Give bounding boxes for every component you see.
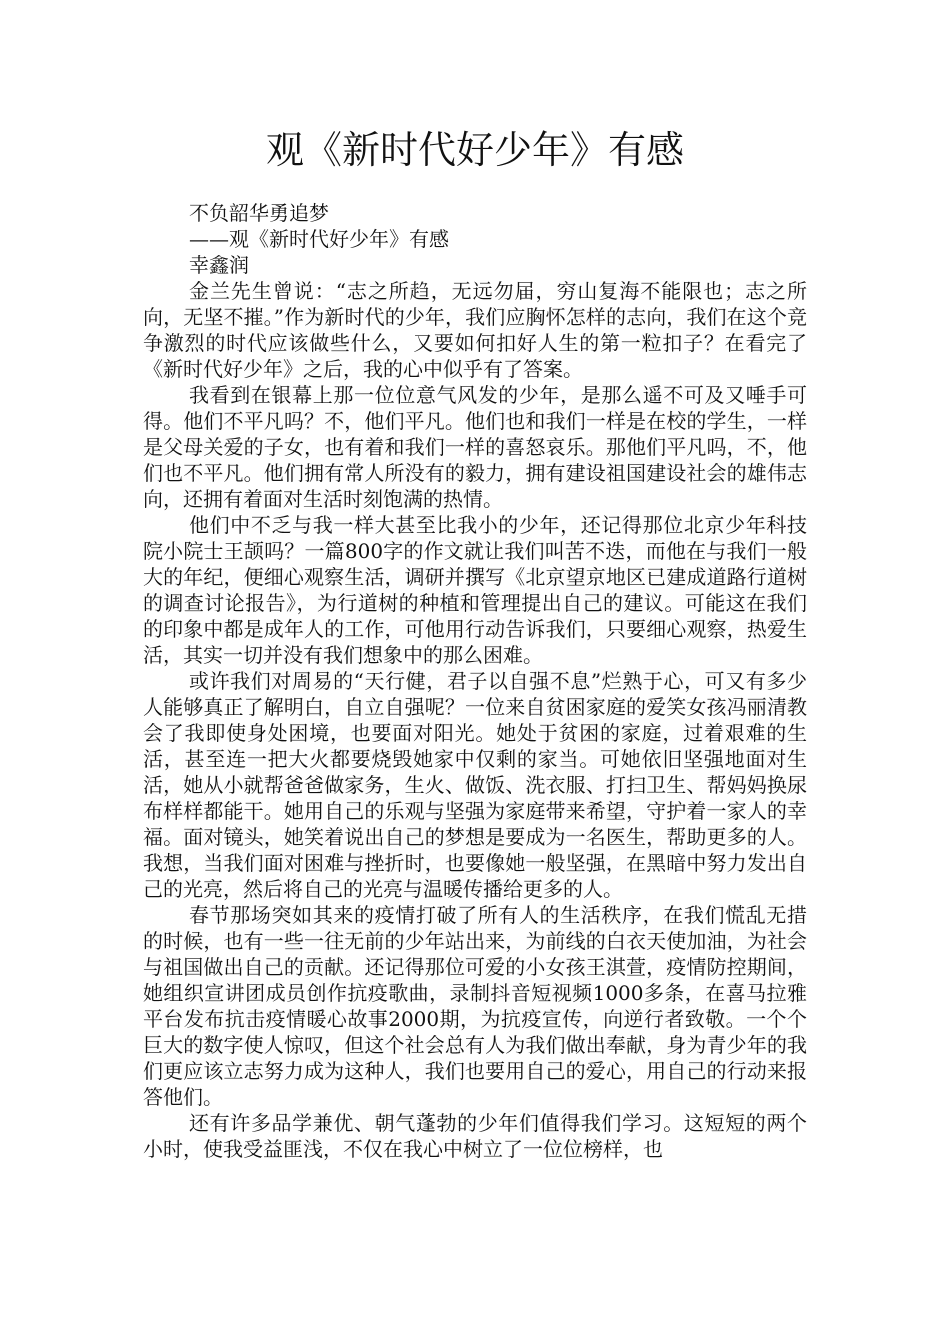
paragraph: 或许我们对周易的“天行健，君子以自强不息”烂熟于心，可又有多少人能够真正了解明白，自立自强呢？一位来自贫困家庭的爱笑女孩冯丽清教会了我即使身处困境，也要面对阳光。她处于贫困的家庭，过着艰难的生活，甚至连一把大火都要烧毁她家中仅剩的家当。可她依旧坚强地面对生活，她从小就帮爸爸做家务，生火、做饭、洗衣服、打扫卫生、帮妈妈换尿布样样都能干。她用自己的乐观与坚强为家庭带来希望，守护着一家人的幸福。面对镜头，她笑着说出自己的梦想是要成为一名医生，帮助更多的人。我想，当我们面对困难与挫折时，也要像她一般坚强，在黑暗中努力发出自己的光亮，然后将自己的光亮与温暖传播给更多的人。 [143, 669, 807, 901]
essay-author: 幸鑫润 [189, 253, 249, 277]
paragraph: 还有许多品学兼优、朝气蓬勃的少年们值得我们学习。这短短的两个小时，使我受益匪浅，不仅在我心中树立了一位位榜样，也 [143, 1111, 807, 1161]
paragraph: 我看到在银幕上那一位位意气风发的少年，是那么遥不可及又唾手可得。他们不平凡吗？不，他们平凡。他们也和我们一样是在校的学生，一样是父母关爱的子女，也有着和我们一样的喜怒哀乐。那他们平凡吗，不，他们也不平凡。他们拥有常人所没有的毅力，拥有建设祖国建设社会的雄伟志向，还拥有着面对生活时刻饱满的热情。 [143, 383, 807, 511]
paragraph: 金兰先生曾说：“志之所趋，无远勿届，穷山复海不能限也；志之所向，无坚不摧。”作为新时代的少年，我们应胸怀怎样的志向，我们在这个竞争激烈的时代应该做些什么，又要如何扣好人生的第一粒扣子？在看完了《新时代好少年》之后，我的心中似乎有了答案。 [143, 279, 807, 381]
document-title: 观《新时代好少年》有感 [265, 128, 684, 172]
paragraph: 他们中不乏与我一样大甚至比我小的少年，还记得那位北京少年科技院小院士王颉吗？一篇800字的作文就让我们叫苦不迭，而他在与我们一般大的年纪，便细心观察生活，调研并撰写《北京望京地区已建成道路行道树的调查讨论报告》，为行道树的种植和管理提出自己的建议。可能这在我们的印象中都是成年人的工作，可他用行动告诉我们，只要细心观察，热爱生活，其实一切并没有我们想象中的那么困难。 [143, 513, 807, 667]
essay-subtitle: ——观《新时代好少年》有感 [189, 227, 449, 251]
document-body [143, 200, 807, 1162]
paragraph: 春节那场突如其来的疫情打破了所有人的生活秩序，在我们慌乱无措的时候，也有一些一往无前的少年站出来，为前线的白衣天使加油，为社会与祖国做出自己的贡献。还记得那位可爱的小女孩王淇萱，疫情防控期间，她组织宣讲团成员创作抗疫歌曲，录制抖音短视频1000多条，在喜马拉雅平台发布抗击疫情暖心故事2000期，为抗疫宣传，向逆行者致敬。一个个巨大的数字使人惊叹，但这个社会总有人为我们做出奉献，身为青少年的我们更应该立志努力成为这种人，我们也要用自己的爱心，用自己的行动来报答他们。 [143, 903, 807, 1109]
essay-main-title: 不负韶华勇追梦 [189, 201, 329, 225]
